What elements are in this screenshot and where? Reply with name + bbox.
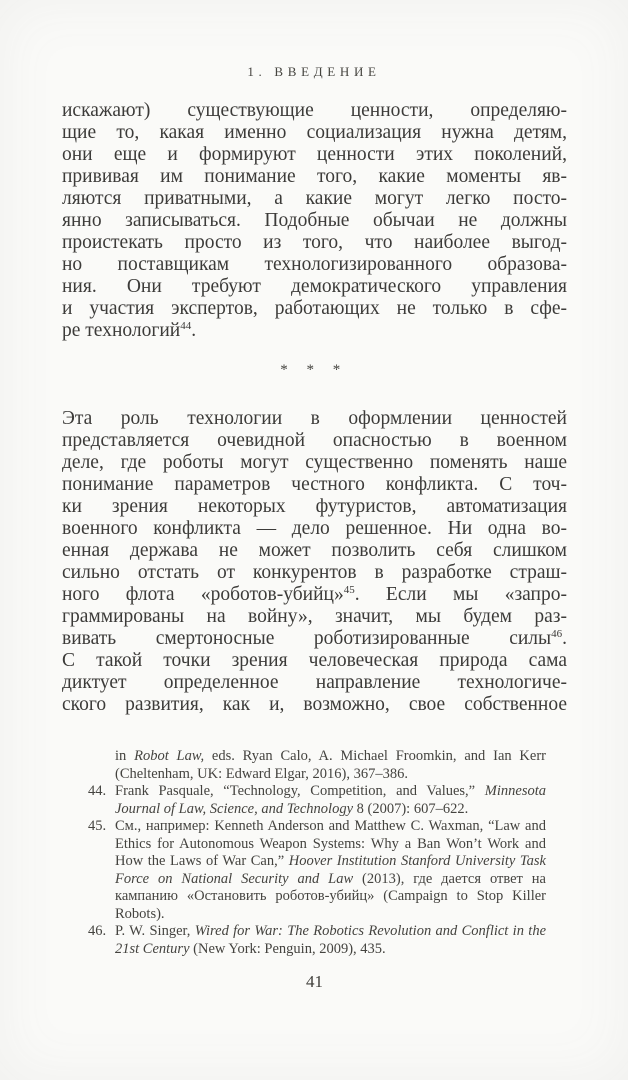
- footnote-number: 44.: [88, 783, 107, 799]
- footnote: [88, 923, 546, 958]
- text-line: и участия экспертов, работающих не только в сфе-: [62, 298, 567, 319]
- text-line: военного конфликта — дело решенное. Ни одна во-: [62, 518, 567, 539]
- text-line: вивать смертоносные роботизированные силы$^{46}$.: [62, 628, 567, 649]
- text-line: понимание параметров честного конфликта. С точ-: [62, 474, 567, 495]
- text-line: ного флота «роботов-убийц»$^{45}$. Если мы «запро-: [62, 584, 567, 605]
- text-line: енная держава не может позволить себя слишком: [62, 540, 567, 561]
- text-line: прививая им понимание того, какие моменты яв-: [62, 166, 567, 187]
- text-line: янно записываться. Подобные обычаи не должны: [62, 210, 567, 231]
- running-head: 1. ВВЕДЕНИЕ: [247, 64, 381, 79]
- text-line: ре технологий$^{44}$.: [62, 320, 197, 341]
- text-line: сильно отстать от конкурентов в разработке страш-: [62, 562, 567, 583]
- footnote-reference: 45: [343, 584, 355, 596]
- text-line: ского развития, как и, возможно, свое собственное: [62, 694, 567, 715]
- text-line: ки зрения некоторых футуристов, автоматизация: [62, 496, 567, 517]
- section-separator: * * *: [280, 362, 348, 378]
- footnote-text: См., например: Kenneth Anderson and Matthew C. Waxman, “Law and Ethics for Autonomous Weapon Systems: Why a Ban Won’t Work and How the Laws of War Can,” Hoover Institution Stanford University Task Force on National Security and Law (2013), где дается ответ на кампанию «Остановить роботов-убийц» (Campaign to Stop Killer Robots).: [115, 818, 546, 922]
- footnote: [88, 818, 546, 923]
- footnote-text: in Robot Law, eds. Ryan Calo, A. Michael Froomkin, and Ian Kerr (Cheltenham, UK: Edward Elgar, 2016), 367–386.: [115, 748, 546, 782]
- footnote-text: P. W. Singer, Wired for War: The Robotics Revolution and Conflict in the 21st Century (New York: Penguin, 2009), 435.: [115, 923, 547, 957]
- footnotes-block: [88, 748, 546, 958]
- footnote: [88, 783, 546, 818]
- text-line: С такой точки зрения человеческая природа сама: [62, 650, 567, 671]
- text-line: проистекать просто из того, что наиболее выгод-: [62, 232, 567, 253]
- text-line: деле, где роботы могут существенно поменять наше: [62, 452, 567, 473]
- footnote-reference: 46: [551, 628, 563, 640]
- text-line: ния. Они требуют демократического управления: [62, 276, 567, 297]
- footnote-number: [88, 748, 115, 783]
- page-number: 41: [306, 972, 323, 991]
- footnote-reference: 44: [180, 320, 192, 332]
- text-line: щие то, какая именно социализация нужна детям,: [62, 122, 567, 143]
- footnote: [88, 748, 546, 783]
- footnote-number: 46.: [88, 923, 107, 939]
- text-line: Эта роль технологии в оформлении ценностей: [62, 408, 567, 429]
- text-line: но поставщикам технологизированного образова-: [62, 254, 567, 275]
- footnote-text: Frank Pasquale, “Technology, Competition, and Values,” Minnesota Journal of Law, Science, and Technology 8 (2007): 607–622.: [115, 783, 546, 817]
- text-line: они еще и формируют ценности этих поколений,: [62, 144, 567, 165]
- text-line: представляется очевидной опасностью в военном: [62, 430, 567, 451]
- footnote-number: 45.: [88, 818, 107, 834]
- text-line: искажают) существующие ценности, определяю-: [62, 100, 567, 121]
- paragraph-2: [62, 408, 567, 716]
- text-line: ляются приватными, а какие могут легко посто-: [62, 188, 567, 209]
- text-line: граммированы на войну», значит, мы будем раз-: [62, 606, 567, 627]
- paragraph-1: [62, 100, 567, 342]
- text-line: диктует определенное направление технологиче-: [62, 672, 567, 693]
